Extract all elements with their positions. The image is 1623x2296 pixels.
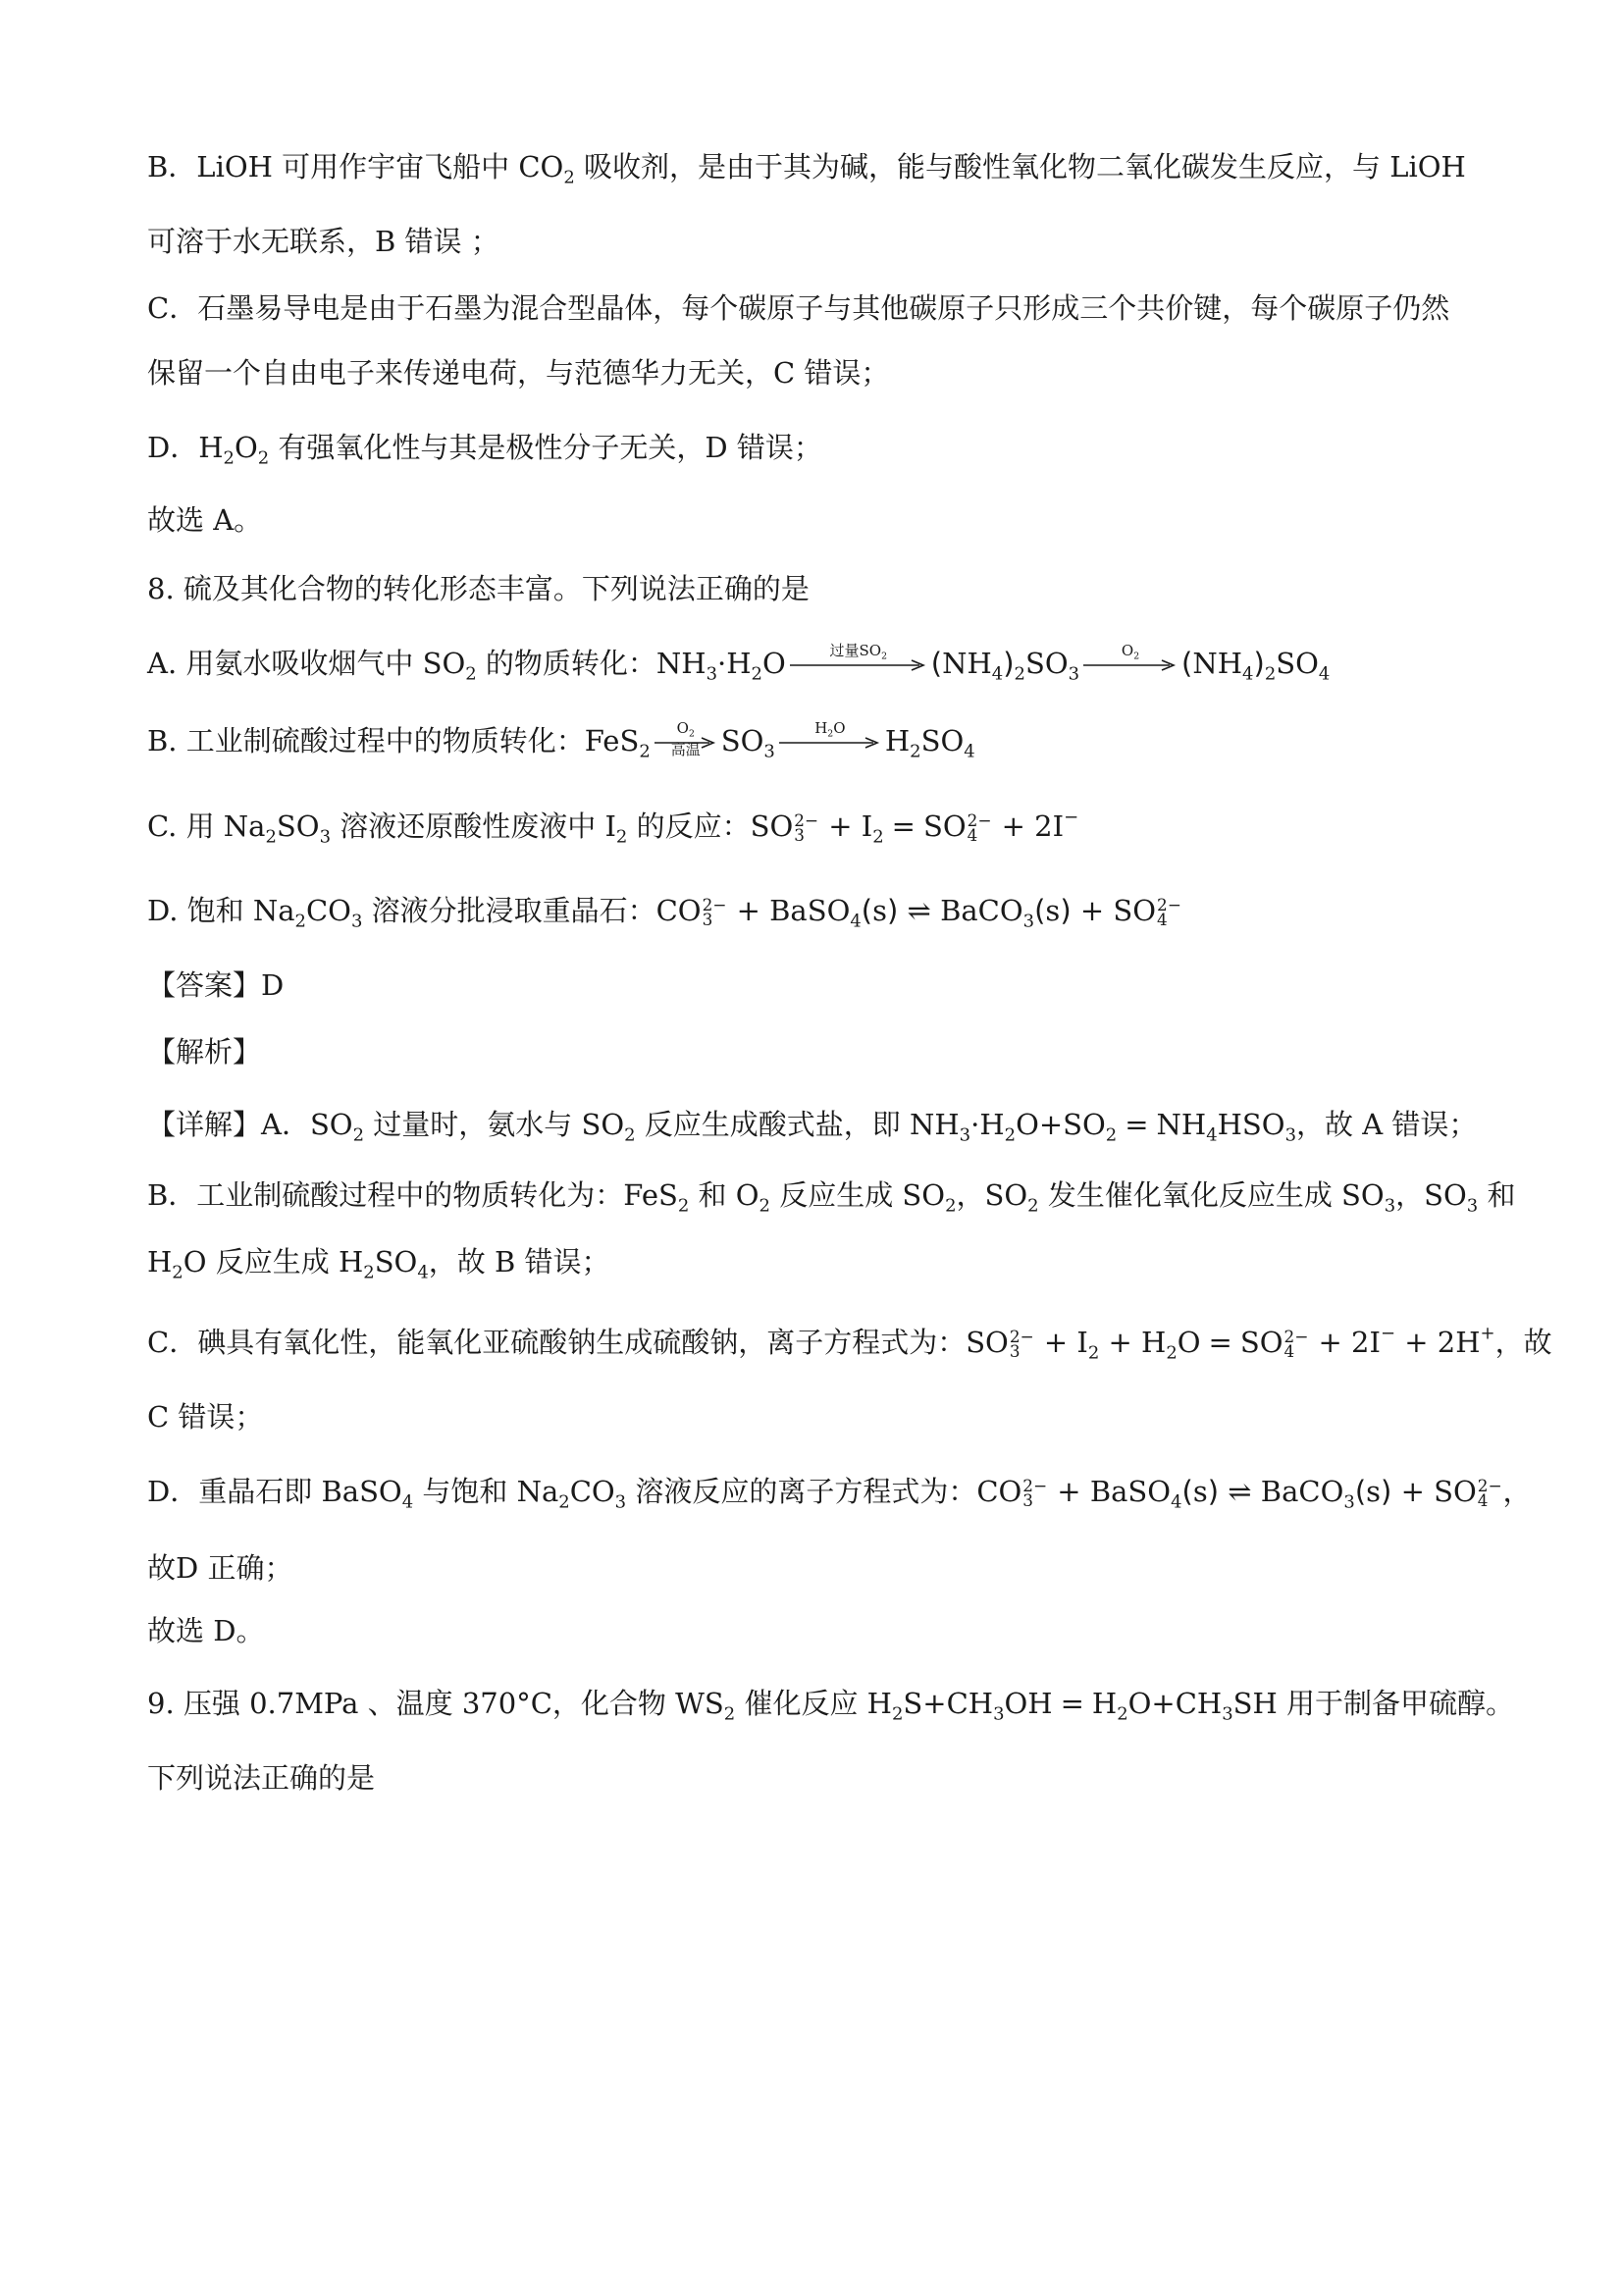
option-d: D. 饱和 $Na_2CO_3$ 溶液分批浸取重晶石：CO 2− 3 + BaSO$_4$(s) ⇌ BaCO$_3$(s) + SO 2− 4	[147, 894, 1181, 932]
detail-line-a: 【详解】A．$SO_2$ 过量时，氨水与 $SO_2$ 反应生成酸式盐，即 $NH_3\cdot H_2O+SO_2 = NH_4HSO_3$，故 A 错误；	[147, 1108, 1478, 1146]
question-9-stem: 9. 压强 0.7MPa 、温度 370°C，化合物 $WS_2$ 催化反应 $H_2S+CH_3OH = H_2O+CH_3SH$ 用于制备甲硫醇。	[147, 1687, 1515, 1725]
question-9-stem-cont: 下列说法正确的是	[147, 1761, 376, 1795]
text-line-choose-a: 故选 A。	[147, 503, 263, 537]
text-line-c-cont: 保留一个自由电子来传递电荷，与范德华力无关，C 错误；	[147, 356, 890, 390]
detail-line-d: D．重晶石即 BaSO$_4$ 与饱和 $Na_2CO_3$ 溶液反应的离子方程式为：CO 2− 3 + BaSO$_4$(s) ⇌ BaCO$_3$(s) + SO 2− 4 ，	[147, 1475, 1532, 1513]
analysis-label: 【解析】	[147, 1035, 262, 1069]
option-a: A. 用氨水吸收烟气中 $SO_2$ 的物质转化：$NH_3\cdot H_2O$ 过量$SO_2$ $(NH_4)_2SO_3$ $O_2$ $(NH_4)_2SO_4$	[147, 642, 1331, 685]
option-b: B. 工业制硫酸过程中的物质转化：FeS$_2$ $O_2$ 高温 $SO_3$ $H_2O$ $H_2SO_4$	[147, 719, 975, 762]
detail-line-c-cont: C 错误；	[147, 1400, 264, 1434]
text-line-b-lioh: B．LiOH 可用作宇宙飞船中 $CO_2$ 吸收剂，是由于其为碱，能与酸性氧化物二氧化碳发生反应，与 LiOH	[147, 150, 1466, 188]
text-line-d-h2o2: D．$H_2O_2$ 有强氧化性与其是极性分子无关，D 错误；	[147, 431, 822, 469]
answer-label: 【答案】D	[147, 968, 285, 1002]
question-8-stem: 8. 硫及其化合物的转化形态丰富。下列说法正确的是	[147, 572, 810, 605]
detail-line-b-cont: $H_2O$ 反应生成 $H_2SO_4$，故 B 错误；	[147, 1245, 610, 1283]
reaction-arrow: $H_2O$	[779, 737, 881, 749]
detail-line-c: C．碘具有氧化性，能氧化亚硫酸钠生成硫酸钠，离子方程式为：SO 2− 3 + $I_2 + H_2O$ = SO 2− 4 + 2I− + 2H+，故	[147, 1323, 1552, 1364]
reaction-arrow: 过量$SO_2$	[790, 659, 927, 671]
reaction-arrow: $O_2$ 高温	[654, 737, 717, 749]
option-c: C. 用 $Na_2SO_3$ 溶液还原酸性废液中 $I_2$ 的反应：SO 2− 3 + $I_2$ = SO 2− 4 + 2I−	[147, 807, 1079, 848]
text-line-b-cont: 可溶于水无联系，B 错误 ；	[147, 225, 499, 258]
detail-line-b: B．工业制硫酸过程中的物质转化为：FeS$_2$ 和 $O_2$ 反应生成 $SO_2$，$SO_2$ 发生催化氧化反应生成 $SO_3$，$SO_3$ 和	[147, 1178, 1516, 1217]
detail-choose-d: 故选 D。	[147, 1614, 265, 1647]
reaction-arrow: $O_2$	[1083, 659, 1178, 671]
detail-line-d-cont: 故D 正确；	[147, 1551, 293, 1585]
text-line-c-graphite: C．石墨易导电是由于石墨为混合型晶体，每个碳原子与其他碳原子只形成三个共价键，每个碳原子仍然	[147, 291, 1450, 325]
